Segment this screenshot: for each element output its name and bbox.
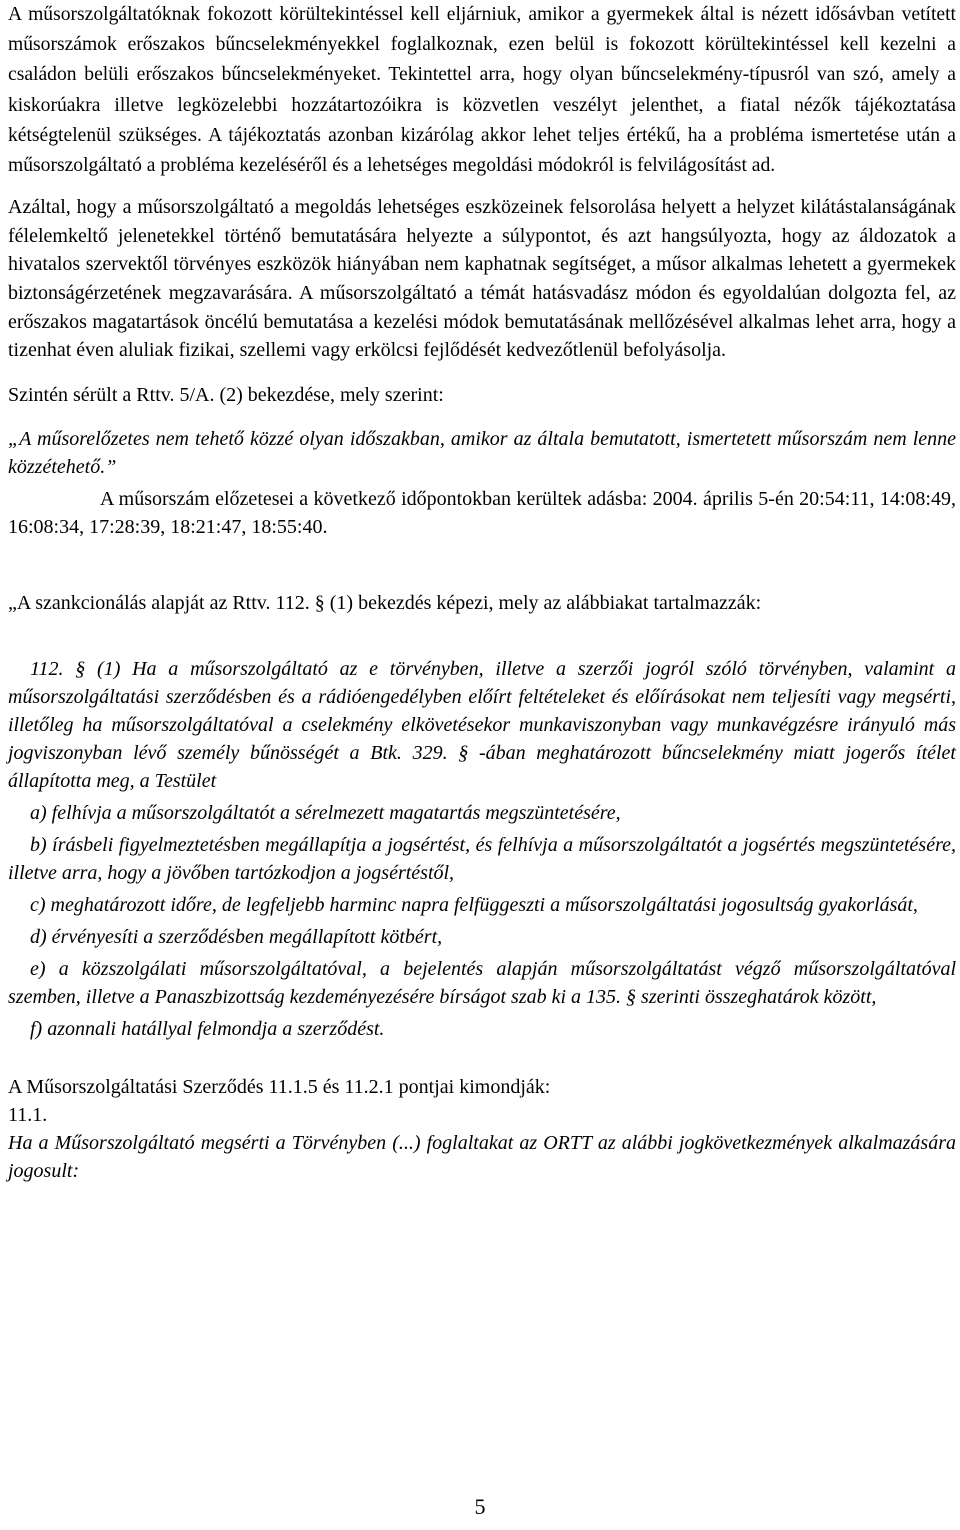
law-item-c: c) meghatározott időre, de legfeljebb harminc napra felfüggeszti a műsorszolgáltatási jogosultság gyakorlását, [30,893,918,916]
paragraph-contract-intro: A Műsorszolgáltatási Szerződés 11.1.5 és 11.2.1 pontjai kimondják: [8,1075,551,1098]
paragraph-sanction-intro: „A szankcionálás alapját az Rttv. 112. § (1) bekezdés képezi, mely az alábbiakat tartalmazzák: [8,591,762,614]
law-item-e: e) a közszolgálati műsorszolgáltatóval, a bejelentés alapján műsorszolgáltatást végző műsorszolgáltatóval szemben, illetve a Panaszbizottság kezdeményezésére bírságot szab ki a 135. § szerinti összeghatárok között, [8,957,956,1008]
paragraph-broadcast-times: A műsorszám előzetesei a következő időpontokban kerültek adásba: 2004. április 5-én 20:54:11, 14:08:49, 16:08:34, 17:28:39, 18:21:47, 18:55:40. [8,487,956,538]
document-page [8,0,956,1185]
quote-rttv-5a: „A műsorelőzetes nem tehető közzé olyan időszakban, amikor az általa bemutatott, ismertetett műsorszám nem lenne közzétehető.” [8,427,956,478]
law-item-b: b) írásbeli figyelmeztetésben megállapítja a jogsértést, és felhívja a műsorszolgáltatót a jogsértés megszüntetésére, illetve arra, hogy a jövőben tartózkodjon a jogsértéstől, [8,833,956,884]
law-item-d: d) érvényesíti a szerződésben megállapított kötbért, [30,925,443,948]
law-item-a: a) felhívja a műsorszolgáltatót a sérelmezett magatartás megszüntetésére, [30,801,621,824]
law-item-f: f) azonnali hatállyal felmondja a szerződést. [30,1017,385,1040]
clause-number: 11.1. [8,1103,48,1126]
clause-text: Ha a Műsorszolgáltató megsérti a Törvényben (...) foglaltakat az ORTT az alábbi jogkövetkezmények alkalmazására jogosult: [8,1131,956,1182]
page-number: 5 [474,1494,486,1519]
paragraph-broadcasters-caution: A műsorszolgáltatóknak fokozott körültekintéssel kell eljárniuk, amikor a gyermekek által is nézett idősávban vetített műsorszámok erőszakos bűncselekményekkel foglalkoznak, ezen belül is fokozott körültekintéssel kell kezelni a családon belüli erőszakos bűncselekményeket. Tekintettel arra, hogy olyan bűncselekmény-típusról van szó, amely a kiskorúakra illetve legközelebbi hozzátartozóikra is közvetlen veszélyt jelenthet, a fiatal nézők tájékoztatása kétségtelenül szükséges. A tájékoztatás azonban kizárólag akkor lehet teljes értékű, ha a probléma ismertetése után a műsorszolgáltató a probléma kezeléséről és a lehetséges megoldási módokról is felvilágosítást ad. [8,4,956,177]
paragraph-rttv-intro: Szintén sérült a Rttv. 5/A. (2) bekezdése, mely szerint: [8,383,444,406]
paragraph-program-assessment: Azáltal, hogy a műsorszolgáltató a megoldás lehetséges eszközeinek felsorolása helyett a helyzet kilátástalanságának félelemkeltő jelenetekkel történő bemutatására helyezte a súlypontot, és azt hangsúlyozta, hogy az áldozatok a hivatalos szervektől törvényes eszközök hiányában nem kaphatnak segítséget, a műsor alkalmas lehetett a gyermekek biztonságérzetének megzavarására. A műsorszolgáltató a témát hatásvadász módon és egyoldalúan dolgozta fel, az erőszakos magatartások öncélú bemutatása a kezelési módok bemutatásának mellőzésével alkalmas lehet arra, hogy a tizenhat éven aluliak fizikai, szellemi vagy erkölcsi fejlődését kedvezőtlenül befolyásolja. [8,196,956,362]
law-section-112: 112. § (1) Ha a műsorszolgáltató az e törvényben, illetve a szerzői jogról szóló törvényben, valamint a műsorszolgáltatási szerződésben és a rádióengedélyben előírt feltételeket és előírásokat nem teljesíti vagy megsérti, illetőleg ha műsorszolgáltatóval a cselekmény elkövetésekor munkaviszonyban vagy munkavégzésre irányuló más jogviszonyban lévő személy bűnösségét a Btk. 329. § -ában meghatározott bűncselekmény miatt jogerős ítélet állapította meg, a Testület [8,657,956,792]
